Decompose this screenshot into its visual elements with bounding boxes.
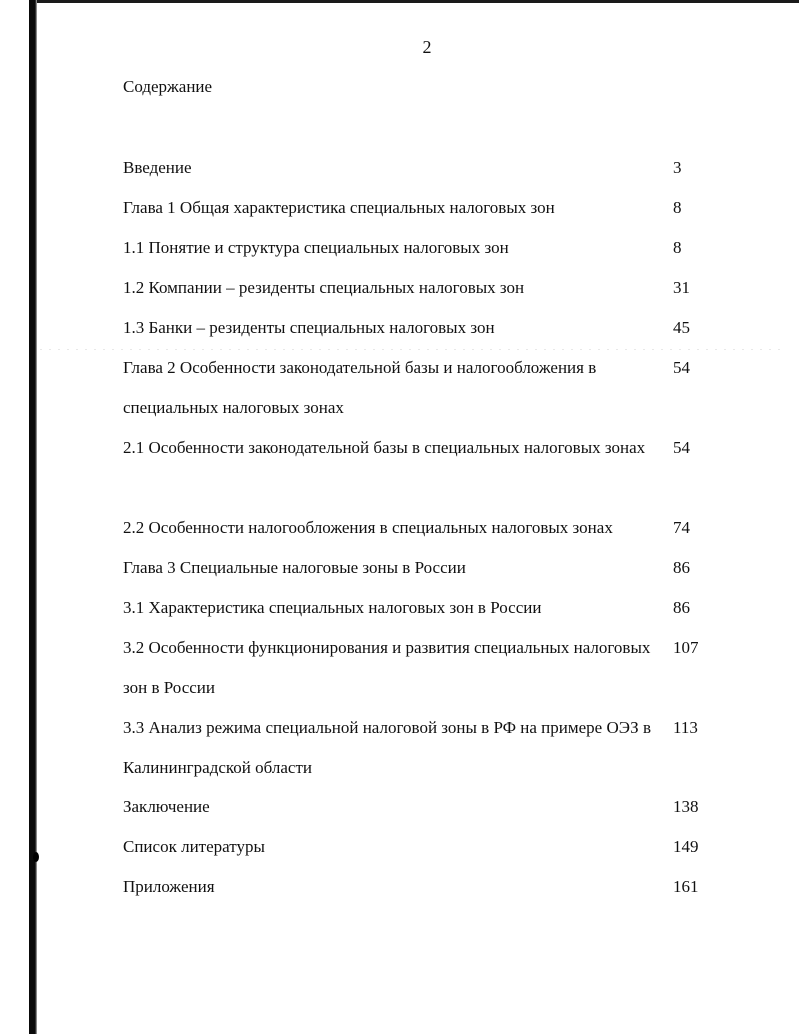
toc-entry-title: Заключение — [123, 797, 210, 816]
toc-entry-page: 86 — [673, 598, 690, 617]
toc-entry-title: 3.1 Характеристика специальных налоговых зон в России — [123, 598, 542, 617]
toc-entry-title: 2.2 Особенности налогообложения в специальных налоговых зонах — [123, 518, 613, 537]
toc-entry-conclusion — [123, 787, 703, 827]
toc-entry-page: 74 — [673, 518, 690, 537]
scan-binding-mark — [33, 852, 39, 862]
toc-entry-title: Глава 3 Специальные налоговые зоны в России — [123, 558, 466, 577]
toc-entry-page: 86 — [673, 558, 690, 577]
toc-entry-page: 54 — [673, 438, 690, 457]
toc-entry-introduction — [123, 148, 703, 188]
toc-entry-chapter-1 — [123, 188, 703, 228]
toc-entry-section-1-1 — [123, 228, 703, 268]
toc-entry-title: Глава 2 Особенности законодательной базы и налогообложения в специальных налоговых зонах — [123, 358, 597, 417]
toc-entry-title: 1.1 Понятие и структура специальных налоговых зон — [123, 238, 509, 257]
toc-entry-bibliography — [123, 827, 703, 867]
toc-entry-section-1-3 — [123, 308, 703, 348]
toc-entry-page: 31 — [673, 278, 690, 297]
toc-entry-title: Введение — [123, 158, 192, 177]
toc-entry-page: 107 — [673, 638, 699, 657]
toc-entry-section-2-2 — [123, 508, 703, 548]
page-number: 2 — [422, 37, 432, 57]
toc-entry-title: 1.3 Банки – резиденты специальных налоговых зон — [123, 318, 495, 337]
toc-entry-page: 113 — [673, 718, 698, 737]
toc-entry-page: 161 — [673, 877, 699, 896]
scan-left-edge — [29, 0, 37, 1034]
toc-heading: Содержание — [123, 77, 213, 96]
toc-entry-page: 3 — [673, 158, 682, 177]
toc-entry-appendices — [123, 867, 703, 907]
toc-entry-section-3-3 — [123, 708, 703, 788]
toc-entry-page: 8 — [673, 238, 682, 257]
toc-entry-title: 3.3 Анализ режима специальной налоговой зоны в РФ на примере ОЭЗ в Калининградской области — [123, 718, 651, 777]
toc-entry-page: 149 — [673, 837, 699, 856]
toc-entry-title: 3.2 Особенности функционирования и развития специальных налоговых зон в России — [123, 638, 651, 697]
toc-entry-title: 1.2 Компании – резиденты специальных налоговых зон — [123, 278, 525, 297]
toc-entry-section-3-1 — [123, 588, 703, 628]
toc-entry-chapter-3 — [123, 548, 703, 588]
toc-entry-page: 54 — [673, 358, 690, 377]
toc-entry-section-3-2 — [123, 628, 703, 708]
toc-entry-page: 45 — [673, 318, 690, 337]
toc-entry-title: Список литературы — [123, 837, 265, 856]
toc-entry-chapter-2 — [123, 348, 703, 428]
scan-top-edge — [30, 0, 799, 3]
toc-entry-page: 8 — [673, 198, 682, 217]
toc-entry-title: 2.1 Особенности законодательной базы в специальных налоговых зонах — [123, 438, 646, 457]
toc-entry-title: Приложения — [123, 877, 215, 896]
toc-entry-title: Глава 1 Общая характеристика специальных налоговых зон — [123, 198, 555, 217]
toc-entry-section-1-2 — [123, 268, 703, 308]
toc-entry-section-2-1 — [123, 428, 703, 468]
toc-entry-page: 138 — [673, 797, 699, 816]
